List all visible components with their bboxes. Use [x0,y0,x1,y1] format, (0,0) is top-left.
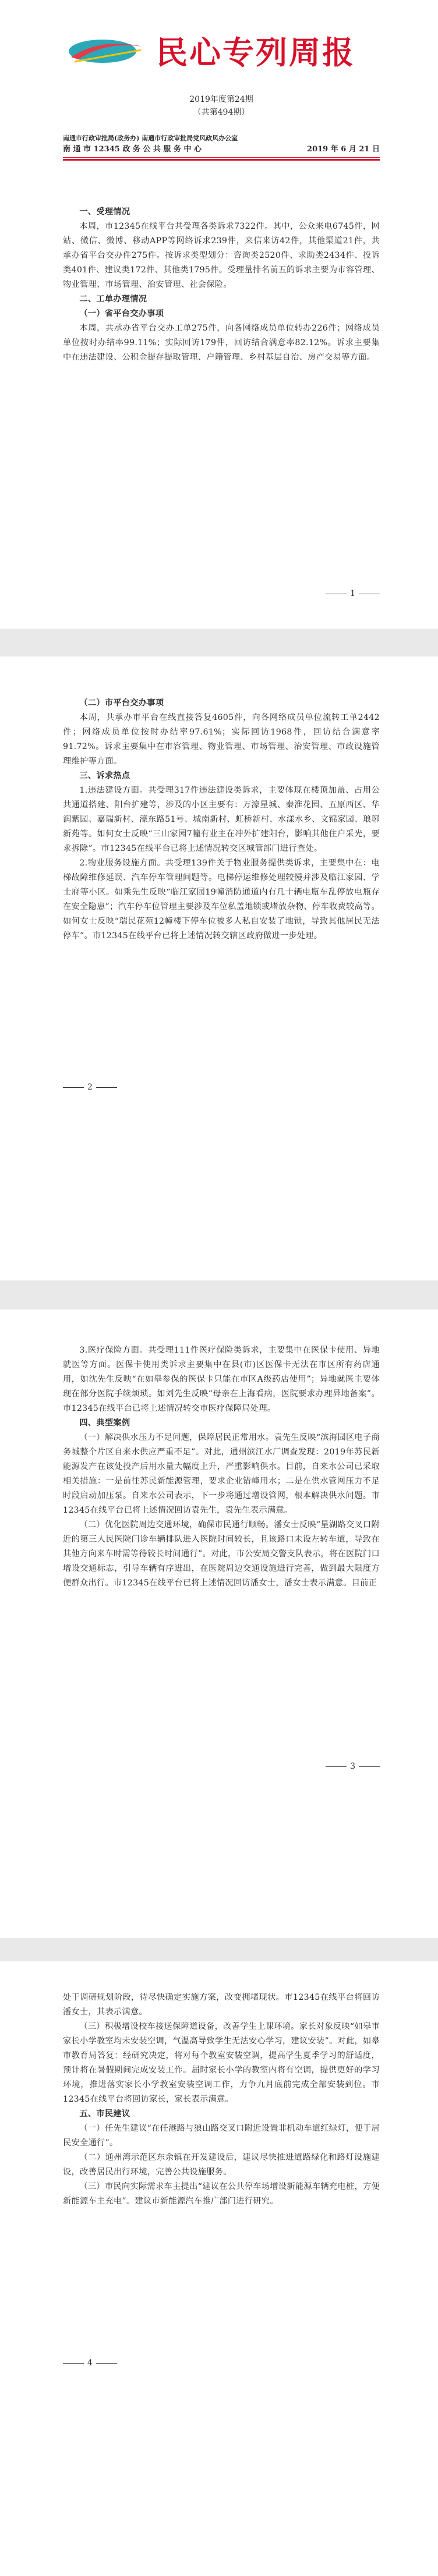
page-4 [0,1961,438,2576]
paragraph: 3.医疗保险方面。共受理111件医疗保险类诉求，主要集中在医保卡使用、异地就医等方面。医保卡使用类诉求主要集中在县(市)区医保卡无法在市区所有药店通用，如沈先生反映“在如皋参保的医保卡只能在市区A级药店使用”；异地就医主要体现在部分医院手续烦琐。如刘先生反映“母亲在上海看病，医院要求办理异地备案”。市12345在线平台已将上述情况转交市医疗保障局处理。 [63,1346,380,1413]
paragraph: （一）解决供水压力不足问题，保障居民正常用水。袁先生反映“滨海园区电子商务城整个片区自来水供应严重不足”。对此，通州滨江水厂调查发现：2019年苏民新能源发产在该处投产后用水量大幅度上升，严重影响供水。目前，自来水公司已采取相关措施：一是前往苏民新能源管理，要求企业错峰用水；二是在供水管网压力不足时段启动加压泵。自来水公司表示，下一步将通过增设管网，根本解决供水问题。市12345在线平台已将上述情况回访袁先生，袁先生表示满意。 [63,1433,380,1515]
issuer-row [63,144,380,155]
subsection-heading: （一）省平台交办事项 [79,309,164,318]
paragraph: （二）优化医院周边交通环境，确保市民通行顺畅。潘女士反映“星湖路交叉口附近的第三人民医院门诊车辆排队进入医院时间较长，且该路口未设左转车道，导致在其他方向来车时需等待较长时间通行”。对此，市公安局交警支队表示，将在医院门口增设交通标志，引导车辆有序进出，在医院周边交通设施进行完善，做到最大限度方便群众出行。市12345在线平台已将上述情况回访潘女士，潘女士表示满意。目前正 [63,1520,380,1588]
paragraph: 本周，市12345在线平台共受理各类诉求7322件。其中，公众来电6745件，网站、微信、微博、移动APP等网络诉求239件，来信来访42件，其他渠道21件，共承办省平台交办件275件。按诉求类型划分：咨询类2520件、求助类2434件、投诉类401件、建议类172件、其他类1795件。受理量排名前五的诉求主要为市容管理、物业管理、市场管理、治安管理、社会保险。 [63,222,380,289]
paragraph: 2.物业服务设施方面。共受理139件关于物业服务提供类诉求，主要集中在：电梯故障维修延误、汽车停车管理问题等。电梯停运维修处理较慢并涉及临江家园、学士府等小区。如乘先生反映“临江家园19幢消防通道内有几十辆电瓶车乱停放电瓶存在安全隐患”；汽车停车位管理主要涉及车位私盖地锁或堵放杂物、停车收费较高等。如何女士反映“瑞民花苑12幢楼下停车位被多人私自安装了地锁，导致其他居民无法停车”。市12345在线平台已将上述情况转交辖区政府做进一步处理。 [63,858,380,941]
section-heading: 一、受理情况 [79,207,130,217]
section-heading: 四、典型案例 [79,1418,130,1428]
page-1 [0,0,438,629]
header-rule-thick [63,159,380,161]
page-number: 3 [326,1761,380,1772]
issue-total: （共第494期） [193,108,250,117]
page-gap [0,1938,438,1961]
paragraph: 本周，共承办省平台交办工单275件，向各网络成员单位转办226件；网络成员单位按时办结率99.11%；实际回访179件，回访结合满意率82.12%。诉求主要集中在违法建设、公积金提存提取管理、户籍管理、乡村基层自治、房产交易等方面。 [63,324,380,362]
page-2 [0,657,438,1280]
page-number: 2 [63,1081,117,1093]
paragraph: 处于调研规划阶段，待尽快确定实施方案，改变拥堵现状。市12345在线平台将回访潘女士，其表示满意。 [63,1993,380,2017]
page-gap [0,629,438,657]
publication-title: 民心专列周报 [156,34,355,71]
masthead [63,0,380,192]
issuing-orgs: 南通市行政审批局(政务办) 南通市行政审批局党风政风办公室 [63,134,238,142]
paragraph: （三）市民向实际需求车主提出“建议在公共停车场增设新能源车辆充电桩，方便新能源车主充电”。建议市新能源汽车推广部门进行研究。 [63,2182,380,2206]
logo-icon [66,33,148,68]
page-number: 1 [326,588,380,599]
issue-info [63,93,380,119]
page-gap [0,1280,438,1310]
page-3 [0,1310,438,1938]
section-heading: 二、工单办理情况 [79,294,147,304]
page-number: 4 [63,2357,117,2369]
logo-text: 民心专列 [84,20,131,33]
subsection-heading: （二）市平台交办事项 [79,698,164,708]
section-heading: 三、诉求热点 [79,771,130,780]
paragraph: （二）通州湾示范区东余镇在开发建设后，建议尽快推进道路绿化和路灯设施建设，改善居民出行环境，完善公共设施服务。 [63,2153,380,2177]
paragraph: （一）任先生建议“在任港路与狼山路交叉口附近设置非机动车道红绿灯，便于居民安全通行”。 [63,2124,380,2148]
service-center: 南 通 市 12345 政 务 公 共 服 务 中 心 [63,145,202,154]
issue-number: 2019年度第24期 [189,95,253,104]
paragraph: （三）积极增设校车接送保障道设备，改善学生上课环境。家长对象反映“如皋市家长小学教室均未安装空调，气温高导致学生无法安心学习，建议安装”。对此，如皋市教育局答复：经研究决定，将对每个教室安装空调，提高学生夏季学习的舒适度，预计将在暑假期间完成安装工作。届时家长小学的教室内将有空调，提供更好的学习环境，推进落实家长小学教室安装空调工作，力争九月底前完成全部安装到位。市12345在线平台将回访家长，家长表示满意。 [63,2022,380,2104]
header-rule-thin [63,157,380,158]
paragraph: 本周，共承办市平台在线直接答复4605件，向各网络成员单位流转工单2442件；网络成员单位按时办结率97.61%；实际回访1968件，回访结合满意率91.72%。诉求主要集中在市容管理、物业管理、市场管理、治安管理、市政设施管理维护等方面。 [63,713,380,766]
section-heading: 五、市民建议 [79,2109,130,2119]
issue-date: 2019 年 6 月 21 日 [307,145,380,154]
paragraph: 1.违法建设方面。共受理317件违法建设类诉求，主要体现在楼顶加盖、占用公共通道搭建、阳台扩建等，涉及的小区主要有：万濠星城、秦淮花园、五原西区、华润紫园、嘉瑞新村、濠东路51号、城南新村、虹桥新村、水漾水乡、文锦家园、琅琊新苑等。如何女士反映“三山家园7幢有业主在冲外扩建阳台，影响其他住户采光，要求拆除”。市12345在线平台已将上述情况转交区城管部门进行查处。 [63,786,380,853]
